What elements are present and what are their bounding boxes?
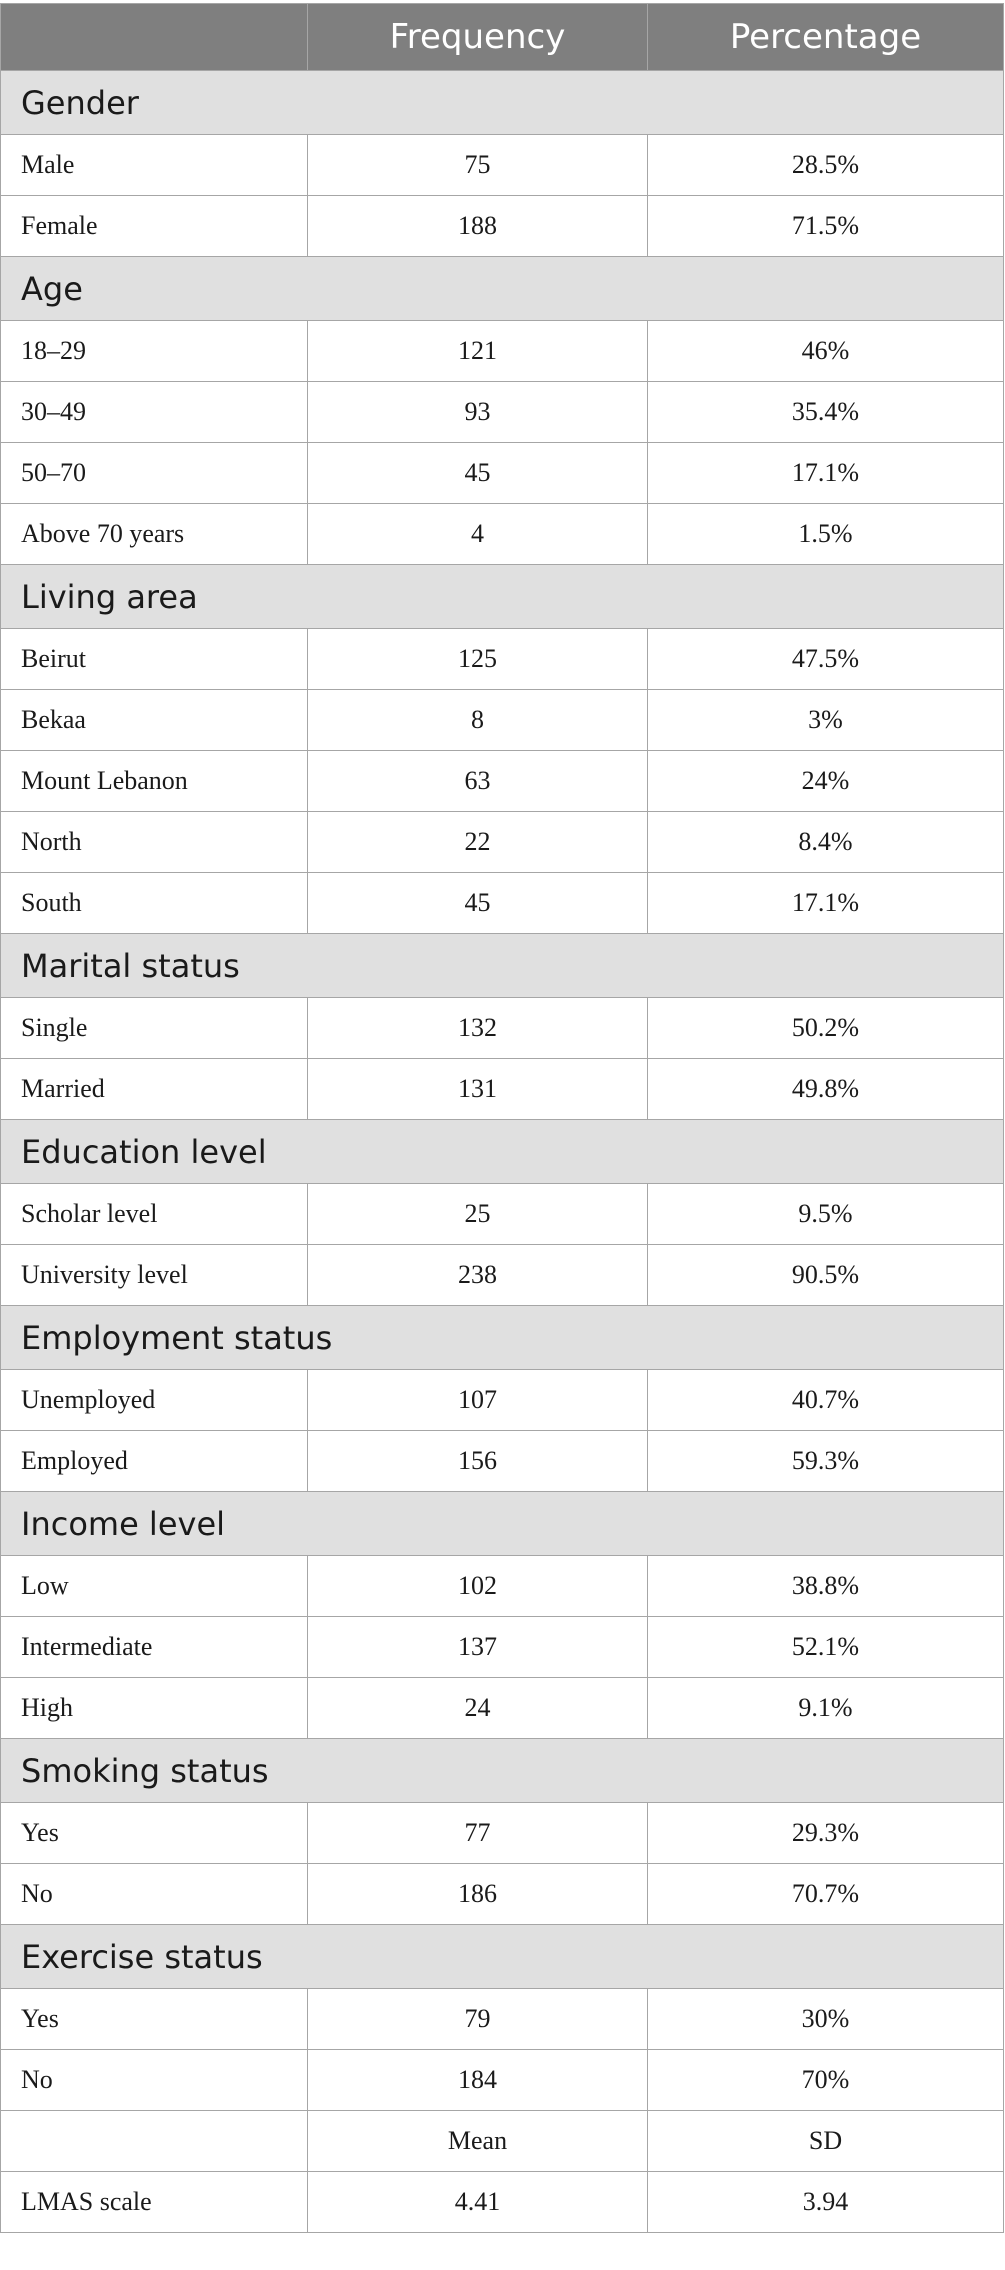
- row-label: No: [1, 2050, 308, 2111]
- summary-header-row: [1, 2111, 1004, 2172]
- header-percentage: Percentage: [648, 4, 1004, 71]
- frequency-cell: 25: [308, 1184, 648, 1245]
- table-row: [1, 1989, 1004, 2050]
- section-title: Employment status: [1, 1306, 1004, 1370]
- frequency-cell: 93: [308, 382, 648, 443]
- percentage-cell: 17.1%: [648, 873, 1004, 934]
- frequency-cell: 24: [308, 1678, 648, 1739]
- row-label: [1, 2111, 308, 2172]
- row-label: Unemployed: [1, 1370, 308, 1431]
- percentage-cell: 9.1%: [648, 1678, 1004, 1739]
- section-header-row: [1, 1306, 1004, 1370]
- row-label: Mount Lebanon: [1, 751, 308, 812]
- percentage-cell: 9.5%: [648, 1184, 1004, 1245]
- section-header-row: [1, 257, 1004, 321]
- row-label: LMAS scale: [1, 2172, 308, 2233]
- table-row: [1, 1370, 1004, 1431]
- frequency-cell: 8: [308, 690, 648, 751]
- frequency-cell: 45: [308, 873, 648, 934]
- row-label: Yes: [1, 1803, 308, 1864]
- percentage-cell: 24%: [648, 751, 1004, 812]
- percentage-cell: 8.4%: [648, 812, 1004, 873]
- sd-label: SD: [648, 2111, 1004, 2172]
- table-row: [1, 321, 1004, 382]
- table-row: [1, 135, 1004, 196]
- percentage-cell: 46%: [648, 321, 1004, 382]
- percentage-cell: 3%: [648, 690, 1004, 751]
- table-row: [1, 1864, 1004, 1925]
- frequency-cell: 184: [308, 2050, 648, 2111]
- row-label: Low: [1, 1556, 308, 1617]
- row-label: High: [1, 1678, 308, 1739]
- row-label: 30–49: [1, 382, 308, 443]
- percentage-cell: 49.8%: [648, 1059, 1004, 1120]
- table-row: [1, 690, 1004, 751]
- table-row: [1, 196, 1004, 257]
- row-label: Female: [1, 196, 308, 257]
- section-title: Smoking status: [1, 1739, 1004, 1803]
- row-label: Yes: [1, 1989, 308, 2050]
- section-title: Age: [1, 257, 1004, 321]
- frequency-cell: 22: [308, 812, 648, 873]
- percentage-cell: 17.1%: [648, 443, 1004, 504]
- section-title: Exercise status: [1, 1925, 1004, 1989]
- section-title: Marital status: [1, 934, 1004, 998]
- frequency-cell: 45: [308, 443, 648, 504]
- table-row: [1, 2050, 1004, 2111]
- row-label: Above 70 years: [1, 504, 308, 565]
- table-row: [1, 382, 1004, 443]
- percentage-cell: 47.5%: [648, 629, 1004, 690]
- row-label: Scholar level: [1, 1184, 308, 1245]
- row-label: Bekaa: [1, 690, 308, 751]
- header-row: [1, 4, 1004, 71]
- frequency-cell: 132: [308, 998, 648, 1059]
- percentage-cell: 30%: [648, 1989, 1004, 2050]
- table-row: [1, 629, 1004, 690]
- summary-row: [1, 2172, 1004, 2233]
- percentage-cell: 38.8%: [648, 1556, 1004, 1617]
- frequency-cell: 102: [308, 1556, 648, 1617]
- section-header-row: [1, 1739, 1004, 1803]
- frequency-cell: 238: [308, 1245, 648, 1306]
- header-blank-cell: [1, 4, 308, 71]
- section-header-row: [1, 565, 1004, 629]
- frequency-cell: 79: [308, 1989, 648, 2050]
- frequency-cell: 125: [308, 629, 648, 690]
- percentage-cell: 35.4%: [648, 382, 1004, 443]
- section-title: Income level: [1, 1492, 1004, 1556]
- frequency-cell: 156: [308, 1431, 648, 1492]
- frequency-cell: 121: [308, 321, 648, 382]
- row-label: Single: [1, 998, 308, 1059]
- frequency-cell: 137: [308, 1617, 648, 1678]
- section-title: Living area: [1, 565, 1004, 629]
- row-label: Intermediate: [1, 1617, 308, 1678]
- row-label: 18–29: [1, 321, 308, 382]
- percentage-cell: 52.1%: [648, 1617, 1004, 1678]
- frequency-cell: 4: [308, 504, 648, 565]
- percentage-cell: 1.5%: [648, 504, 1004, 565]
- row-label: Married: [1, 1059, 308, 1120]
- table-row: [1, 1245, 1004, 1306]
- table-row: [1, 1059, 1004, 1120]
- section-header-row: [1, 1120, 1004, 1184]
- row-label: No: [1, 1864, 308, 1925]
- table-header: [1, 4, 1004, 71]
- table-row: [1, 812, 1004, 873]
- header-frequency: Frequency: [308, 4, 648, 71]
- percentage-cell: 59.3%: [648, 1431, 1004, 1492]
- section-title: Education level: [1, 1120, 1004, 1184]
- percentage-cell: 50.2%: [648, 998, 1004, 1059]
- percentage-cell: 70%: [648, 2050, 1004, 2111]
- table-row: [1, 504, 1004, 565]
- frequency-cell: 107: [308, 1370, 648, 1431]
- mean-cell: 4.41: [308, 2172, 648, 2233]
- table-row: [1, 1556, 1004, 1617]
- row-label: North: [1, 812, 308, 873]
- percentage-cell: 71.5%: [648, 196, 1004, 257]
- frequency-cell: 77: [308, 1803, 648, 1864]
- row-label: South: [1, 873, 308, 934]
- table-row: [1, 998, 1004, 1059]
- frequency-cell: 75: [308, 135, 648, 196]
- mean-label: Mean: [308, 2111, 648, 2172]
- frequency-cell: 63: [308, 751, 648, 812]
- frequency-cell: 186: [308, 1864, 648, 1925]
- table-row: [1, 873, 1004, 934]
- section-header-row: [1, 1925, 1004, 1989]
- percentage-cell: 90.5%: [648, 1245, 1004, 1306]
- row-label: Employed: [1, 1431, 308, 1492]
- row-label: Male: [1, 135, 308, 196]
- percentage-cell: 28.5%: [648, 135, 1004, 196]
- section-header-row: [1, 1492, 1004, 1556]
- percentage-cell: 40.7%: [648, 1370, 1004, 1431]
- row-label: Beirut: [1, 629, 308, 690]
- table-row: [1, 443, 1004, 504]
- frequency-cell: 131: [308, 1059, 648, 1120]
- table-row: [1, 1617, 1004, 1678]
- percentage-cell: 29.3%: [648, 1803, 1004, 1864]
- section-header-row: [1, 71, 1004, 135]
- demographics-table: [0, 3, 1004, 2233]
- sd-cell: 3.94: [648, 2172, 1004, 2233]
- section-title: Gender: [1, 71, 1004, 135]
- percentage-cell: 70.7%: [648, 1864, 1004, 1925]
- section-header-row: [1, 934, 1004, 998]
- table-row: [1, 1678, 1004, 1739]
- table-row: [1, 751, 1004, 812]
- row-label: University level: [1, 1245, 308, 1306]
- table-body: [1, 71, 1004, 2233]
- table-row: [1, 1184, 1004, 1245]
- table-row: [1, 1803, 1004, 1864]
- row-label: 50–70: [1, 443, 308, 504]
- table-row: [1, 1431, 1004, 1492]
- frequency-cell: 188: [308, 196, 648, 257]
